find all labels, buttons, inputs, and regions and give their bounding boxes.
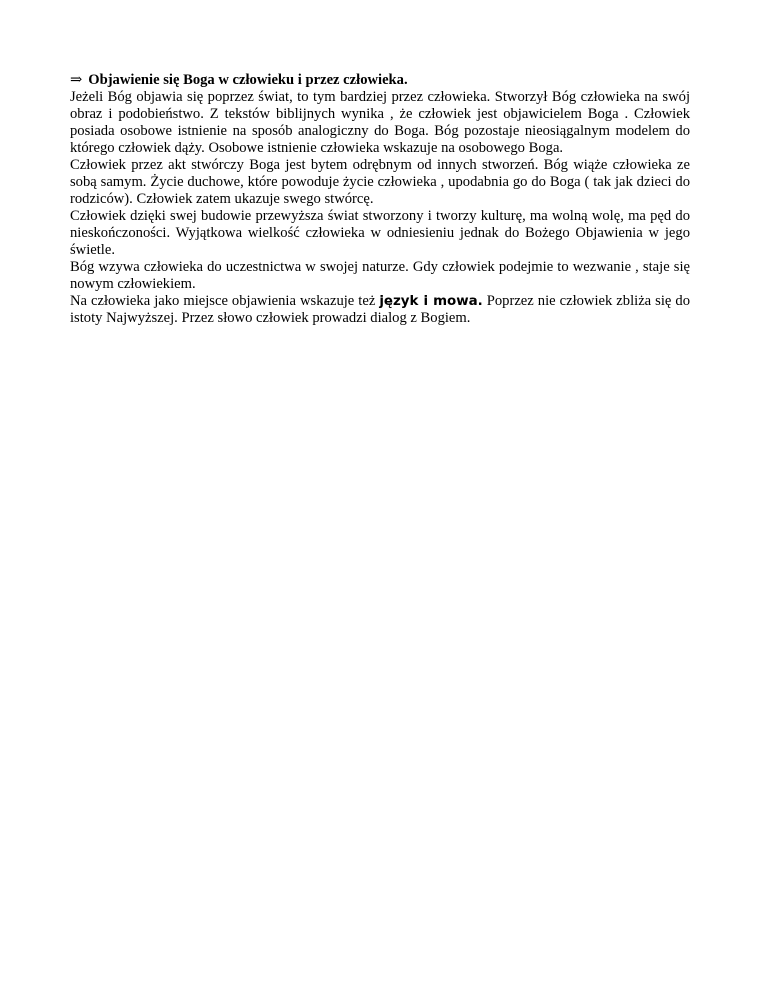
paragraph-3: Człowiek dzięki swej budowie przewyższa świat stworzony i tworzy kulturę, ma wolną wolę, ma pęd do nieskończoności. Wyjątkowa wielkość człowieka w odniesieniu jednak do Bożego Objawienia w jego świetle. — [70, 208, 690, 258]
section-title: Objawienie się Boga w człowieku i przez człowieka. — [88, 72, 408, 88]
document-page — [70, 72, 690, 327]
paragraph-5-text-after: Poprzez nie człowiek zbliża się do istoty Najwyższej. Przez słowo człowiek prowadzi dialog z Bogiem. — [70, 293, 690, 326]
paragraph-4: Bóg wzywa człowieka do uczestnictwa w swojej naturze. Gdy człowiek podejmie to wezwanie , staje się nowym człowiekiem. — [70, 259, 690, 292]
right-double-arrow-icon: ⇒ — [70, 72, 83, 88]
paragraph-5 — [70, 293, 690, 327]
emphasis-language-speech: język i mowa. — [379, 294, 483, 309]
paragraph-1: Jeżeli Bóg objawia się poprzez świat, to tym bardziej przez człowieka. Stworzył Bóg człowieka na swój obraz i podobieństwo. Z tekstów biblijnych wynika , że człowiek jest objawicielem Boga . Człowiek posiada osobowe istnienie na sposób analogiczny do Boga. Bóg pozostaje nieosiągalnym modelem do którego człowiek dąży. Osobowe istnienie człowieka wskazuje na osobowego Boga. — [70, 89, 690, 156]
paragraph-5-text-before: Na człowieka jako miejsce objawienia wskazuje też — [70, 293, 380, 309]
section-heading — [70, 72, 690, 89]
paragraph-2: Człowiek przez akt stwórczy Boga jest bytem odrębnym od innych stworzeń. Bóg wiąże człowieka ze sobą samym. Życie duchowe, które powoduje życie człowieka , upodabnia go do Boga ( tak jak dzieci do rodziców). Człowiek zatem ukazuje swego stwórcę. — [70, 157, 690, 207]
